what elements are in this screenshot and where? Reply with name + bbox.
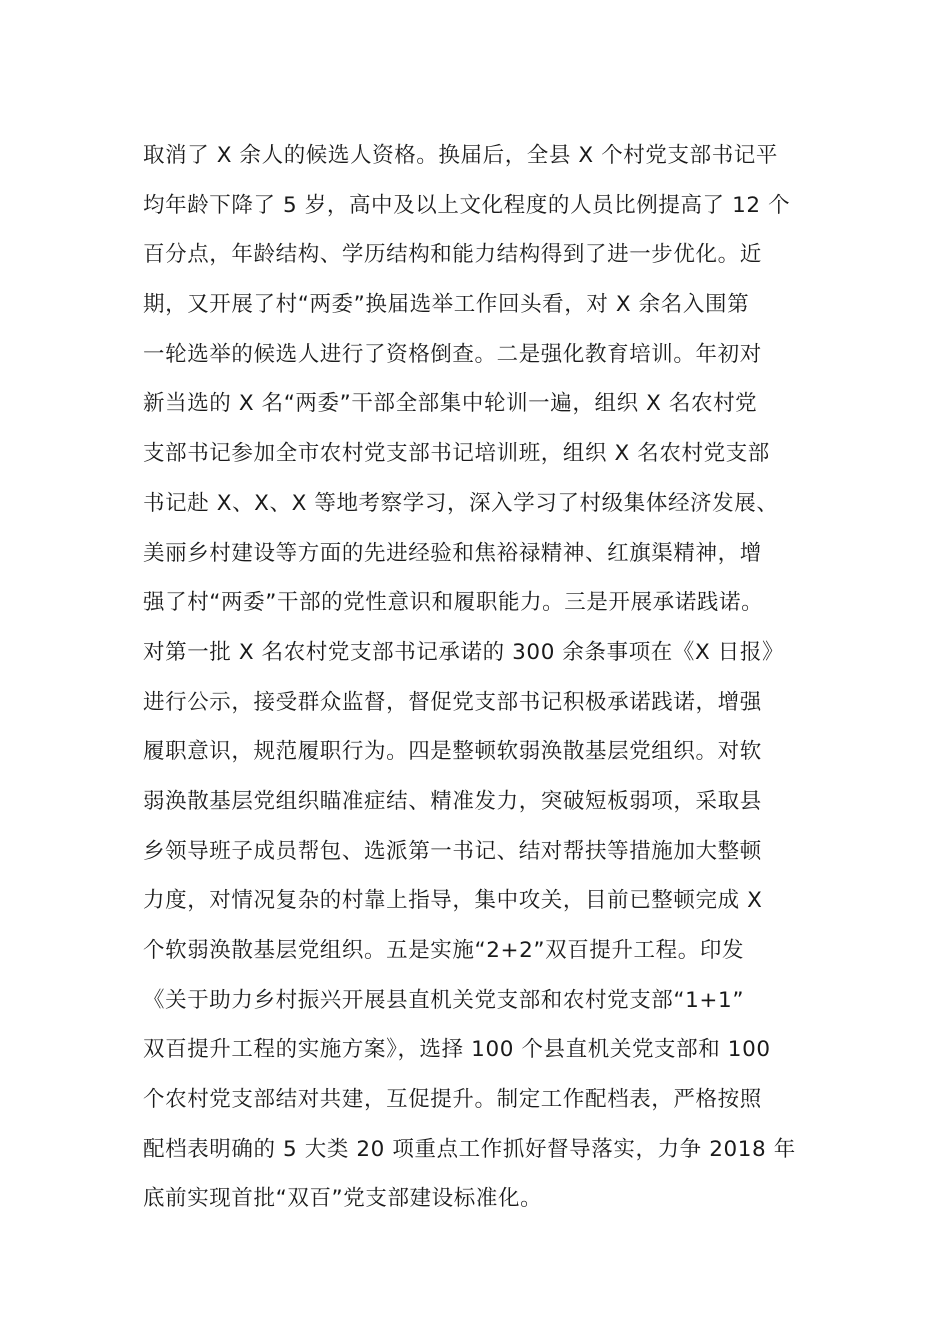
text-line: 百分点，年龄结构、学历结构和能力结构得到了进一步优化。近 <box>143 242 762 268</box>
text-line: 取消了 X 余人的候选人资格。换届后，全县 X 个村党支部书记平 <box>143 143 778 168</box>
text-line: 配档表明确的 5 大类 20 项重点工作抓好督导落实，力争 2018 年 <box>143 1136 796 1162</box>
text-line: 履职意识，规范履职行为。四是整顿软弱涣散基层党组织。对软 <box>143 739 762 765</box>
text-line: 个软弱涣散基层党组织。五是实施“2+2”双百提升工程。印发 <box>143 938 745 963</box>
text-line: 期，又开展了村“两委”换届选举工作回头看，对 X 余名入围第 <box>143 292 750 318</box>
text-line: 新当选的 X 名“两委”干部全部集中轮训一遍，组织 X 名农村党 <box>143 391 758 417</box>
text-line: 支部书记参加全市农村党支部书记培训班，组织 X 名农村党支部 <box>143 441 770 467</box>
text-line: 对第一批 X 名农村党支部书记承诺的 300 余条事项在《X 日报》 <box>143 639 785 665</box>
text-line: 个农村党支部结对共建，互促提升。制定工作配档表，严格按照 <box>143 1087 762 1113</box>
body-paragraph <box>143 131 823 1224</box>
text-line: 力度，对情况复杂的村靠上指导，集中攻关，目前已整顿完成 X <box>143 888 763 914</box>
text-line: 底前实现首批“双百”党支部建设标准化。 <box>143 1186 543 1212</box>
text-line: 书记赴 X、X、X 等地考察学习，深入学习了村级集体经济发展、 <box>143 490 779 516</box>
text-line: 弱涣散基层党组织瞄准症结、精准发力，突破短板弱项，采取县 <box>143 788 762 814</box>
text-line: 乡领导班子成员帮包、选派第一书记、结对帮扶等措施加大整顿 <box>143 838 762 864</box>
text-line: 双百提升工程的实施方案》，选择 100 个县直机关党支部和 100 <box>143 1037 771 1063</box>
text-line: 强了村“两委”干部的党性意识和履职能力。三是开展承诺践诺。 <box>143 590 764 616</box>
text-line: 均年龄下降了 5 岁，高中及以上文化程度的人员比例提高了 12 个 <box>143 192 791 218</box>
text-line: 《关于助力乡村振兴开展县直机关党支部和农村党支部“1+1” <box>143 987 745 1013</box>
text-line: 进行公示，接受群众监督，督促党支部书记积极承诺践诺，增强 <box>143 689 762 715</box>
text-line: 一轮选举的候选人进行了资格倒查。二是强化教育培训。年初对 <box>143 341 762 367</box>
text-line: 美丽乡村建设等方面的先进经验和焦裕禄精神、红旗渠精神，增 <box>143 540 762 566</box>
